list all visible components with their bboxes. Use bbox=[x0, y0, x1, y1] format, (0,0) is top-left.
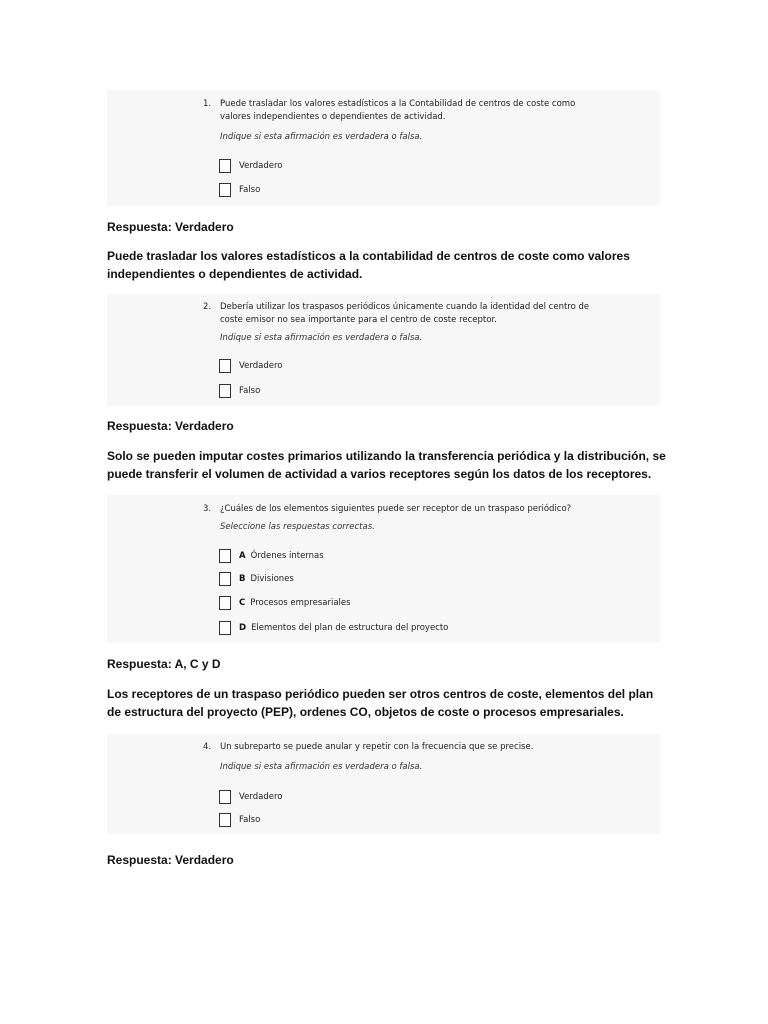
checkbox[interactable] bbox=[219, 572, 231, 586]
question-3-option-c[interactable] bbox=[219, 595, 351, 611]
question-3-instruction: Seleccione las respuestas correctas. bbox=[220, 522, 375, 532]
question-2-number: 2. bbox=[203, 302, 212, 312]
checkbox[interactable] bbox=[219, 384, 231, 398]
question-3-answer: Respuesta: A, C y D bbox=[107, 657, 221, 671]
question-2-text-2: coste emisor no sea importante para el centro de coste receptor. bbox=[220, 315, 497, 325]
option-label: Falso bbox=[239, 185, 261, 195]
option-label: Elementos del plan de estructura del proyecto bbox=[251, 623, 449, 633]
option-label: Verdadero bbox=[239, 161, 283, 171]
question-4-answer: Respuesta: Verdadero bbox=[107, 853, 234, 867]
option-label: Falso bbox=[239, 815, 261, 825]
question-1-answer: Respuesta: Verdadero bbox=[107, 220, 234, 234]
question-2-explanation: Solo se pueden imputar costes primarios utilizando la transferencia periódica y la distribución, se puede transferir el volumen de actividad a varios receptores según los datos de los receptores. bbox=[107, 449, 666, 481]
option-letter: A bbox=[239, 551, 246, 561]
question-3-option-d[interactable] bbox=[219, 620, 448, 636]
question-4-text-1: Un subreparto se puede anular y repetir con la frecuencia que se precise. bbox=[220, 742, 534, 752]
question-4-option-1[interactable] bbox=[219, 789, 282, 805]
option-letter: B bbox=[239, 574, 246, 584]
checkbox[interactable] bbox=[219, 549, 231, 563]
option-label: Verdadero bbox=[239, 361, 283, 371]
option-letter: C bbox=[239, 598, 246, 608]
question-1-explanation: Puede trasladar los valores estadísticos a la contabilidad de centros de coste como valores independientes o dependientes de actividad. bbox=[107, 249, 630, 281]
question-3-option-b[interactable] bbox=[219, 571, 294, 587]
question-1-box bbox=[107, 90, 660, 206]
question-2-box bbox=[107, 294, 660, 406]
question-3-number: 3. bbox=[203, 504, 212, 514]
option-label: Verdadero bbox=[239, 792, 283, 802]
question-3-text-1: ¿Cuáles de los elementos siguientes puede ser receptor de un traspaso periódico? bbox=[220, 504, 572, 514]
question-4-number: 4. bbox=[203, 742, 212, 752]
question-1-text-2: valores independientes o dependientes de actividad. bbox=[220, 112, 446, 122]
question-4-box bbox=[107, 734, 660, 834]
option-label: Procesos empresariales bbox=[250, 598, 351, 608]
question-1-text-1: Puede trasladar los valores estadísticos a la Contabilidad de centros de coste como bbox=[220, 99, 576, 109]
option-label: Divisiones bbox=[250, 574, 294, 584]
option-label: Falso bbox=[239, 386, 261, 396]
question-2-text-1: Debería utilizar los traspasos periódicos únicamente cuando la identidad del centro de bbox=[220, 302, 590, 312]
checkbox[interactable] bbox=[219, 183, 231, 197]
question-2-answer: Respuesta: Verdadero bbox=[107, 419, 234, 433]
checkbox[interactable] bbox=[219, 621, 231, 635]
option-label: Órdenes internas bbox=[250, 551, 324, 561]
question-4-instruction: Indique si esta afirmación es verdadera o falsa. bbox=[220, 762, 423, 772]
option-letter: D bbox=[239, 623, 247, 633]
checkbox[interactable] bbox=[219, 596, 231, 610]
question-2-option-1[interactable] bbox=[219, 358, 282, 374]
question-3-explanation: Los receptores de un traspaso periódico pueden ser otros centros de coste, elementos del plan de estructura del proyecto (PEP), ordenes CO, objetos de coste o procesos empresariales. bbox=[107, 687, 654, 719]
question-1-option-1[interactable] bbox=[219, 158, 282, 174]
checkbox[interactable] bbox=[219, 790, 231, 804]
question-1-instruction: Indique si esta afirmación es verdadera o falsa. bbox=[220, 132, 423, 142]
checkbox[interactable] bbox=[219, 359, 231, 373]
checkbox[interactable] bbox=[219, 813, 231, 827]
question-1-option-2[interactable] bbox=[219, 182, 260, 198]
question-3-box bbox=[107, 495, 660, 643]
checkbox[interactable] bbox=[219, 159, 231, 173]
question-2-instruction: Indique si esta afirmación es verdadera o falsa. bbox=[220, 333, 423, 343]
question-2-option-2[interactable] bbox=[219, 383, 260, 399]
question-4-option-2[interactable] bbox=[219, 812, 260, 828]
question-3-option-a[interactable] bbox=[219, 548, 324, 564]
question-1-number: 1. bbox=[203, 99, 212, 109]
